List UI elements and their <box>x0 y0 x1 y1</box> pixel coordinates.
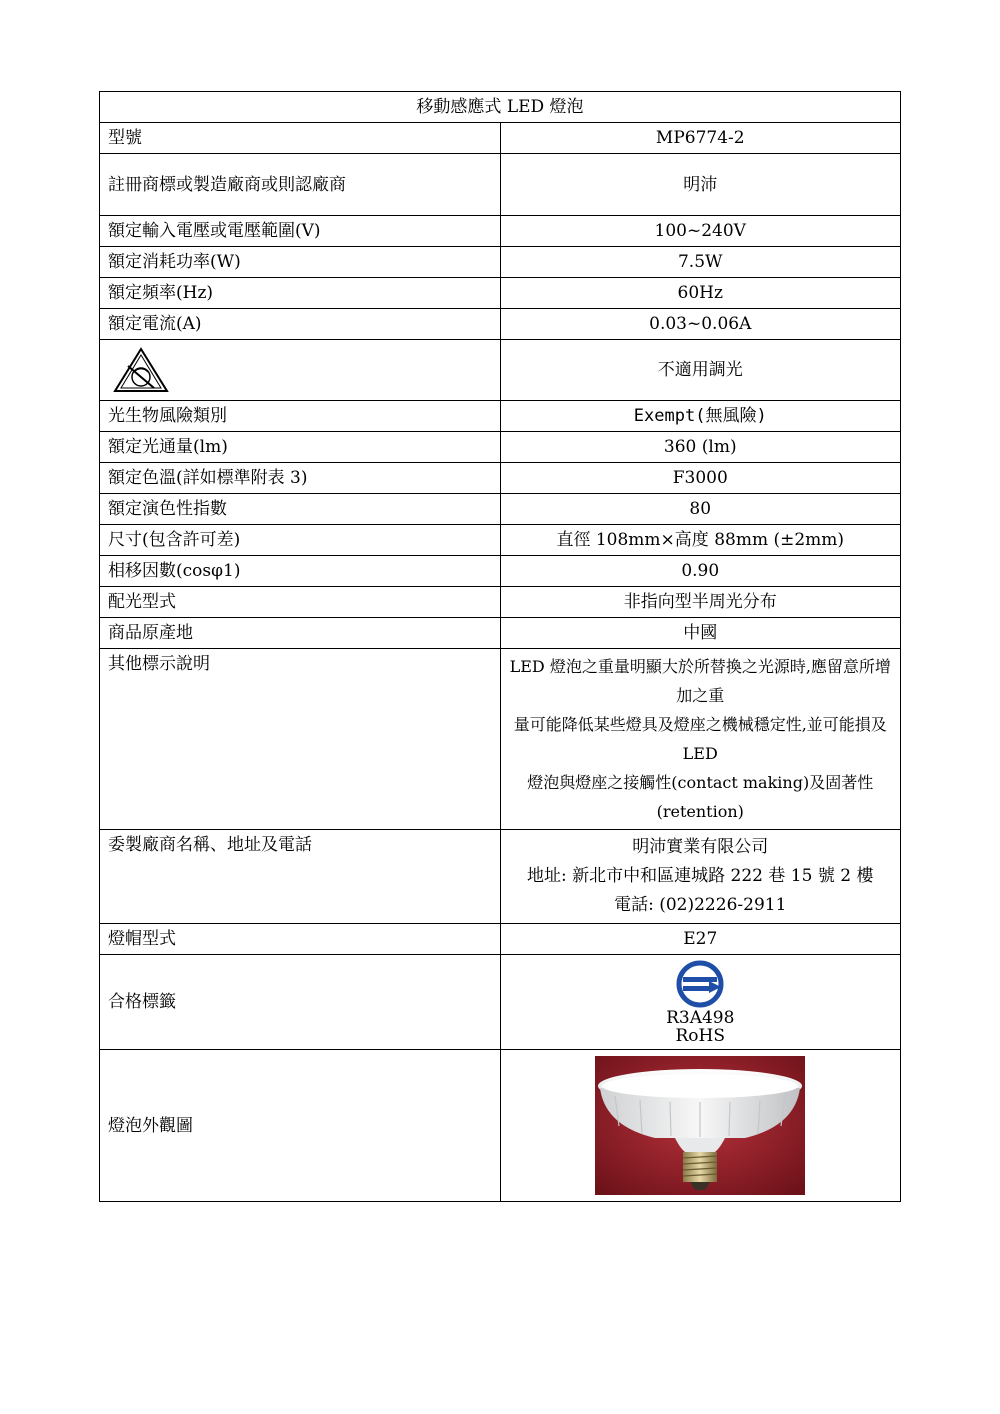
row-value: 不適用調光 <box>500 340 901 401</box>
row-value: 0.90 <box>500 556 901 587</box>
row-value: 中國 <box>500 618 901 649</box>
row-value: 100~240V <box>500 216 901 247</box>
row-label: 額定頻率(Hz) <box>100 278 501 309</box>
row-value <box>500 1050 901 1202</box>
row-label: 尺寸(包含許可差) <box>100 525 501 556</box>
table-title: 移動感應式 LED 燈泡 <box>100 92 901 123</box>
company-address: 地址: 新北市中和區連城路 222 巷 15 號 2 樓 <box>527 866 874 886</box>
title-row <box>100 92 901 123</box>
row-value <box>500 830 901 924</box>
table-row <box>100 618 901 649</box>
row-label: 配光型式 <box>100 587 501 618</box>
row-label: 額定色溫(詳如標準附表 3) <box>100 463 501 494</box>
rohs-label: RoHS <box>675 1026 725 1046</box>
row-value <box>500 649 901 830</box>
row-value: 80 <box>500 494 901 525</box>
row-value: 7.5W <box>500 247 901 278</box>
bsmi-certification-icon <box>675 959 725 1009</box>
table-row <box>100 830 901 924</box>
table-row <box>100 955 901 1050</box>
certification-code: R3A498 <box>666 1008 735 1028</box>
row-label: 燈泡外觀圖 <box>100 1050 501 1202</box>
company-phone: 電話: (02)2226-2911 <box>614 895 787 915</box>
row-label: 註冊商標或製造廠商或則認廠商 <box>100 154 501 216</box>
table-row <box>100 649 901 830</box>
table-row <box>100 525 901 556</box>
row-value: MP6774-2 <box>500 123 901 154</box>
row-value: 明沛 <box>500 154 901 216</box>
table-row <box>100 432 901 463</box>
company-name: 明沛實業有限公司 <box>632 837 769 857</box>
row-label: 額定消耗功率(W) <box>100 247 501 278</box>
row-label: 型號 <box>100 123 501 154</box>
table-row <box>100 340 901 401</box>
note-line: LED 燈泡之重量明顯大於所替換之光源時,應留意所增加之重 <box>509 657 891 705</box>
table-row <box>100 247 901 278</box>
table-row <box>100 309 901 340</box>
row-label: 光生物風險類別 <box>100 401 501 432</box>
row-label <box>100 340 501 401</box>
row-label: 其他標示說明 <box>100 649 501 830</box>
table-row <box>100 556 901 587</box>
row-value: 360 (lm) <box>500 432 901 463</box>
row-label: 相移因數(cosφ1) <box>100 556 501 587</box>
led-bulb-photo <box>595 1056 805 1195</box>
row-label: 合格標籤 <box>100 955 501 1050</box>
note-line: 量可能降低某些燈具及燈座之機械穩定性,並可能損及 LED <box>513 715 887 763</box>
row-label: 商品原產地 <box>100 618 501 649</box>
table-row <box>100 154 901 216</box>
row-value: 60Hz <box>500 278 901 309</box>
certification-mark <box>509 959 893 1045</box>
row-value: 非指向型半周光分布 <box>500 587 901 618</box>
row-label: 燈帽型式 <box>100 924 501 955</box>
no-dimming-triangle-icon <box>112 346 170 394</box>
row-value <box>500 955 901 1050</box>
note-line: 燈泡與燈座之接觸性(contact making)及固著性(retention) <box>527 773 874 821</box>
table-row <box>100 401 901 432</box>
spec-table <box>99 91 901 1202</box>
row-label: 額定電流(A) <box>100 309 501 340</box>
table-row <box>100 463 901 494</box>
table-row <box>100 216 901 247</box>
row-label: 委製廠商名稱、地址及電話 <box>100 830 501 924</box>
row-value: E27 <box>500 924 901 955</box>
row-label: 額定演色性指數 <box>100 494 501 525</box>
table-row <box>100 587 901 618</box>
row-value: Exempt(無風險) <box>500 401 901 432</box>
table-row <box>100 494 901 525</box>
row-value: 直徑 108mm×高度 88mm (±2mm) <box>500 525 901 556</box>
row-value: F3000 <box>500 463 901 494</box>
table-row <box>100 278 901 309</box>
table-row <box>100 924 901 955</box>
table-row <box>100 123 901 154</box>
row-label: 額定光通量(lm) <box>100 432 501 463</box>
row-label: 額定輸入電壓或電壓範圍(V) <box>100 216 501 247</box>
row-value: 0.03~0.06A <box>500 309 901 340</box>
table-row <box>100 1050 901 1202</box>
